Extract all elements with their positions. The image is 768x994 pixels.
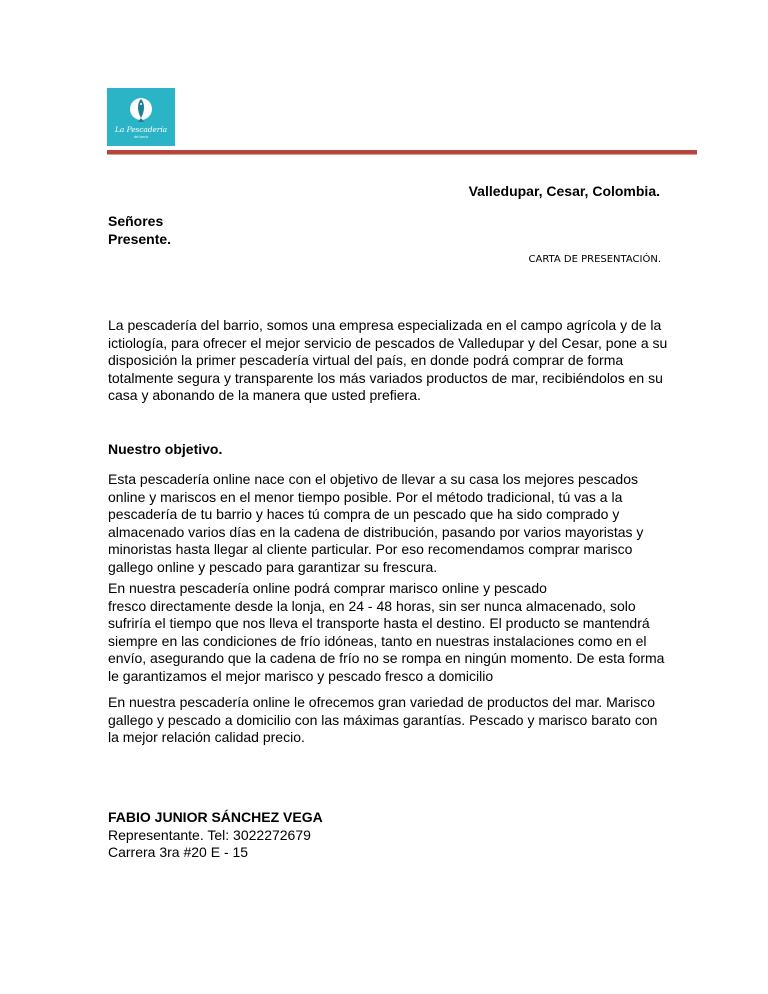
- fish-logo-icon: [129, 94, 153, 124]
- letter-subject: CARTA DE PRESENTACIÓN.: [528, 254, 661, 265]
- greeting-line-1: Señores: [108, 213, 164, 229]
- intro-paragraph: La pescadería del barrio, somos una empresa especializada en el campo agrícola y de la ictiología, para ofrecer el mejor servicio de pescados de Valledupar y del Cesar, pone a su disposición la primer pescadería virtual del país, en donde podrá comprar de forma totalmente segura y transparente los más variados productos de mar, recibiéndolos en su casa y abonando de la manera que usted prefiera.: [108, 317, 668, 404]
- signer-address: Carrera 3ra #20 E - 15: [108, 844, 249, 861]
- header-divider: [107, 150, 697, 155]
- objective-heading: Nuestro objetivo.: [108, 441, 223, 457]
- logo-name: La Pescadería: [115, 125, 167, 134]
- greeting: [108, 212, 171, 248]
- objective-paragraph-3: En nuestra pescadería online le ofrecemos gran variedad de productos del mar. Marisco gallego y pescado a domicilio con las máximas garantías. Pescado y marisco barato con la mejor relación calidad precio.: [108, 694, 658, 746]
- signer-role-phone: Representante. Tel: 3022272679: [108, 826, 311, 843]
- place-date: Valledupar, Cesar, Colombia.: [468, 183, 660, 199]
- greeting-line-2: Presente.: [108, 231, 172, 247]
- objective-paragraph-1: Esta pescadería online nace con el objetivo de llevar a su casa los mejores pescados online y mariscos en el menor tiempo posible. Por el método tradicional, tú vas a la pescadería de tu barrio y haces tú compra de un pescado que ha sido comprado y almacenado varios días en la cadena de distribución, pasando por varios mayoristas y minoristas hasta llegar al cliente particular. Por eso recomendamos comprar marisco gallego online y pescado para garantizar su frescura.: [108, 471, 644, 575]
- signature-block: [108, 809, 668, 862]
- objective-paragraph-2-line-1: En nuestra pescadería online podrá comprar marisco online y pescado: [108, 580, 547, 596]
- objective-paragraph-2: [108, 580, 668, 686]
- objective-paragraph-2-rest: fresco directamente desde la lonja, en 24 - 48 horas, sin ser nunca almacenado, solo sufriría el tiempo que nos lleva el transporte hasta el destino. El producto se mantendrá siempre en las condiciones de frío idóneas, tanto en nuestras instalaciones como en el envío, asegurando que la cadena de frío no se rompa en ningún momento. De esta forma le garantizamos el mejor marisco y pescado fresco a domicilio: [108, 597, 665, 684]
- logo-subtitle: del barrio: [133, 135, 149, 139]
- company-logo: [107, 88, 175, 146]
- signer-name: FABIO JUNIOR SÁNCHEZ VEGA: [108, 809, 323, 825]
